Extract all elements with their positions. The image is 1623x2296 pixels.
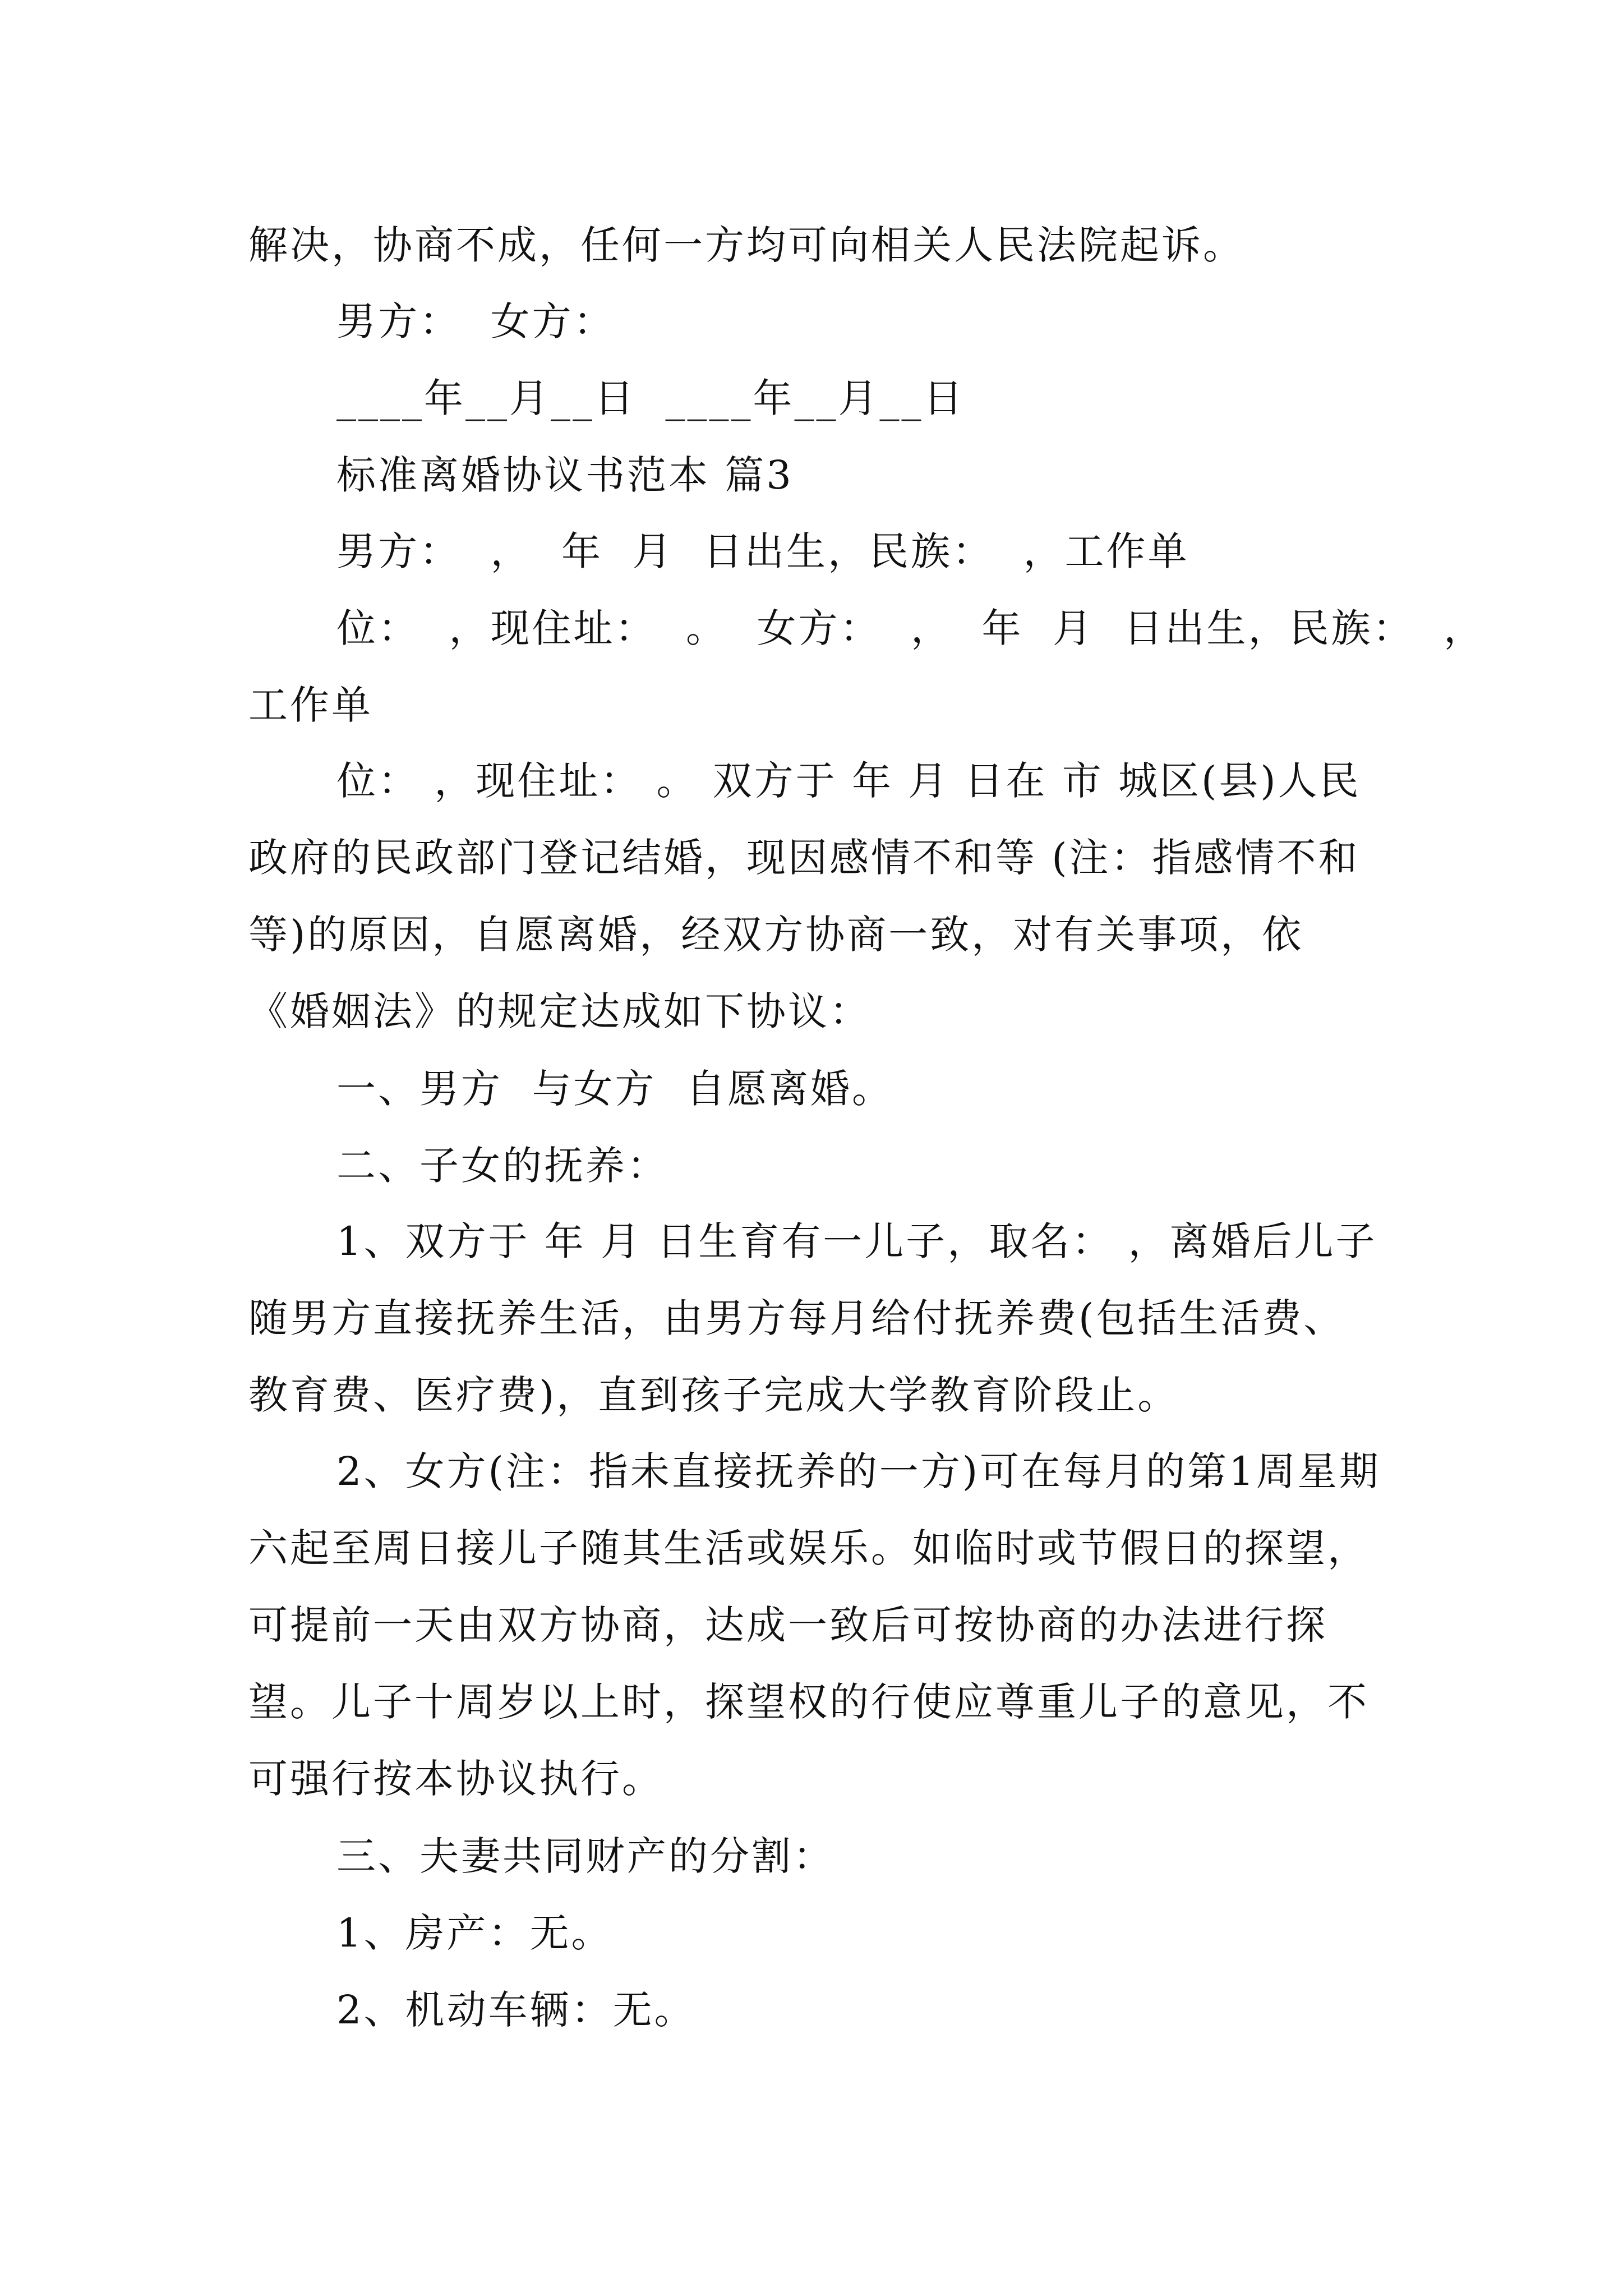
signature-labels: 男方： 女方： <box>336 298 615 344</box>
clause-item: 1、房产：无。 <box>336 1910 613 1956</box>
clause-item: 2、机动车辆：无。 <box>336 1987 696 2033</box>
text-line: 位： ，现住址： 。 女方： ， 年 月 日出生，民族： ， <box>336 605 1486 651</box>
section-title: 标准离婚协议书范本 篇3 <box>336 452 794 498</box>
text-line: 男方： ， 年 月 日出生，民族： ，工作单 <box>336 528 1189 574</box>
paragraph-child-custody: 1、双方于 年 月 日生育有一儿子，取名： ，离婚后儿子随男方直接抚养生活，由男方每月给付抚养费(包括生活费、教育费、医疗费)，直到孩子完成大学教育阶段止。 <box>248 1218 1377 1418</box>
text-line: 解决，协商不成，任何一方均可向相关人民法院起诉。 <box>248 222 1244 268</box>
clause-heading: 三、夫妻共同财产的分割： <box>336 1833 834 1879</box>
clause-heading: 二、子女的抚养： <box>336 1143 668 1189</box>
clause-heading: 一、男方 与女方 自愿离婚。 <box>336 1066 894 1112</box>
paragraph-marriage-info: 位： ，现住址： 。 双方于 年 月 日在 市 城区(县)人民政府的民政部门登记结婚，现因感情不和等 (注：指感情不和等)的原因，自愿离婚，经双方协商一致，对有关事项，依《婚姻法》的规定达成如下协议： <box>248 758 1361 1034</box>
signature-dates: ____年__月__日 ____年__月__日 <box>336 375 965 421</box>
text-line: 工作单 <box>248 682 373 728</box>
paragraph-visitation: 2、女方(注：指未直接抚养的一方)可在每月的第1周星期六起至周日接儿子随其生活或娱乐。如临时或节假日的探望，可提前一天由双方协商，达成一致后可按协商的办法进行探望。儿子十周岁以上时，探望权的行使应尊重儿子的意见，不可强行按本协议执行。 <box>248 1448 1381 1802</box>
